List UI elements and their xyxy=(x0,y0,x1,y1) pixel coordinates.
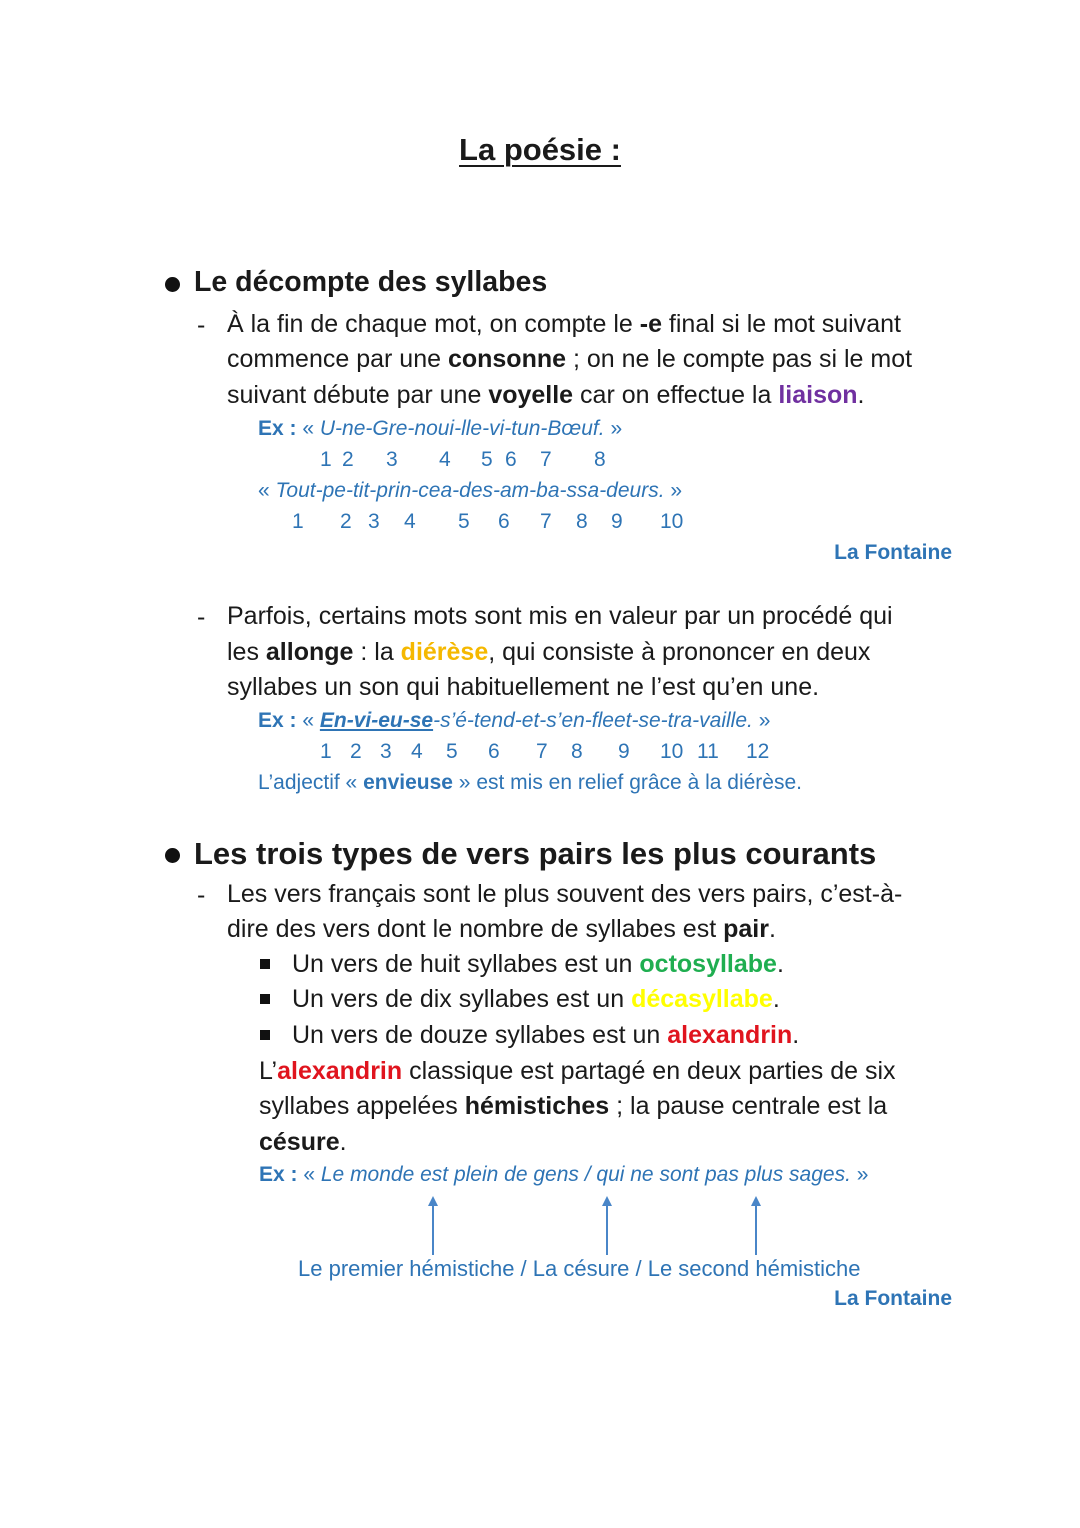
paragraph-line: dire des vers dont le nombre de syllabes est pair. xyxy=(227,915,776,943)
example-verse-3: Ex : « En-vi-eu-se-s’é-tend-et-s’en-fleet-se-tra-vaille. » xyxy=(258,709,771,732)
arrow-line xyxy=(755,1205,757,1255)
square-bullet-icon xyxy=(260,994,270,1004)
dash-icon: - xyxy=(197,603,206,631)
syllable-count-3: 1 2 3 4 5 6 7 8 9 10 11 12 xyxy=(320,740,770,763)
paragraph-line: Parfois, certains mots sont mis en valeur par un procédé qui xyxy=(227,602,893,630)
example-verse-2: « Tout-pe-tit-prin-cea-des-am-ba-ssa-deurs. » xyxy=(258,479,683,502)
paragraph-line: les allonge : la diérèse, qui consiste à prononcer en deux xyxy=(227,638,871,666)
bullet-icon xyxy=(165,848,180,863)
syllable-count-2: 1 2 3 4 5 6 7 8 9 10 xyxy=(292,510,684,533)
paragraph-line: Les vers français sont le plus souvent des vers pairs, c’est-à- xyxy=(227,880,903,908)
paragraph-line: commence par une consonne ; on ne le compte pas si le mot xyxy=(227,345,913,373)
arrow-line xyxy=(606,1205,608,1255)
example-note: L’adjectif « envieuse » est mis en relief grâce à la diérèse. xyxy=(258,771,802,794)
paragraph-line: syllabes appelées hémistiches ; la pause centrale est la xyxy=(259,1092,888,1120)
paragraph-line: césure. xyxy=(259,1128,347,1156)
paragraph-line: suivant débute par une voyelle car on effectue la liaison. xyxy=(227,381,865,409)
example-verse-1: Ex : « U-ne-Gre-noui-lle-vi-tun-Bœuf. » xyxy=(258,417,623,440)
author-credit: La Fontaine xyxy=(834,1287,952,1310)
square-bullet-icon xyxy=(260,959,270,969)
dash-icon: - xyxy=(197,311,206,339)
section-heading-syllables: Le décompte des syllabes xyxy=(194,266,548,298)
paragraph-line: syllabes un son qui habituellement ne l’est qu’en une. xyxy=(227,673,820,701)
author-credit: La Fontaine xyxy=(834,541,952,564)
paragraph-line: L’alexandrin classique est partagé en deux parties de six xyxy=(259,1057,896,1085)
section-heading-verse-types: Les trois types de vers pairs les plus courants xyxy=(194,836,877,871)
bullet-icon xyxy=(165,277,180,292)
arrow-line xyxy=(432,1205,434,1255)
page-title: La poésie : xyxy=(459,132,621,167)
syllable-count-1: 1 2 3 4 5 6 7 8 xyxy=(320,448,606,471)
list-item: Un vers de dix syllabes est un décasyllabe. xyxy=(292,985,780,1013)
hemistiche-caption: Le premier hémistiche / La césure / Le second hémistiche xyxy=(298,1256,861,1281)
list-item: Un vers de douze syllabes est un alexandrin. xyxy=(292,1021,800,1049)
paragraph-line: À la fin de chaque mot, on compte le -e final si le mot suivant xyxy=(227,310,901,338)
list-item: Un vers de huit syllabes est un octosyllabe. xyxy=(292,950,784,978)
square-bullet-icon xyxy=(260,1030,270,1040)
dash-icon: - xyxy=(197,881,206,909)
example-verse-4: Ex : « Le monde est plein de gens / qui ne sont pas plus sages. » xyxy=(259,1163,869,1186)
